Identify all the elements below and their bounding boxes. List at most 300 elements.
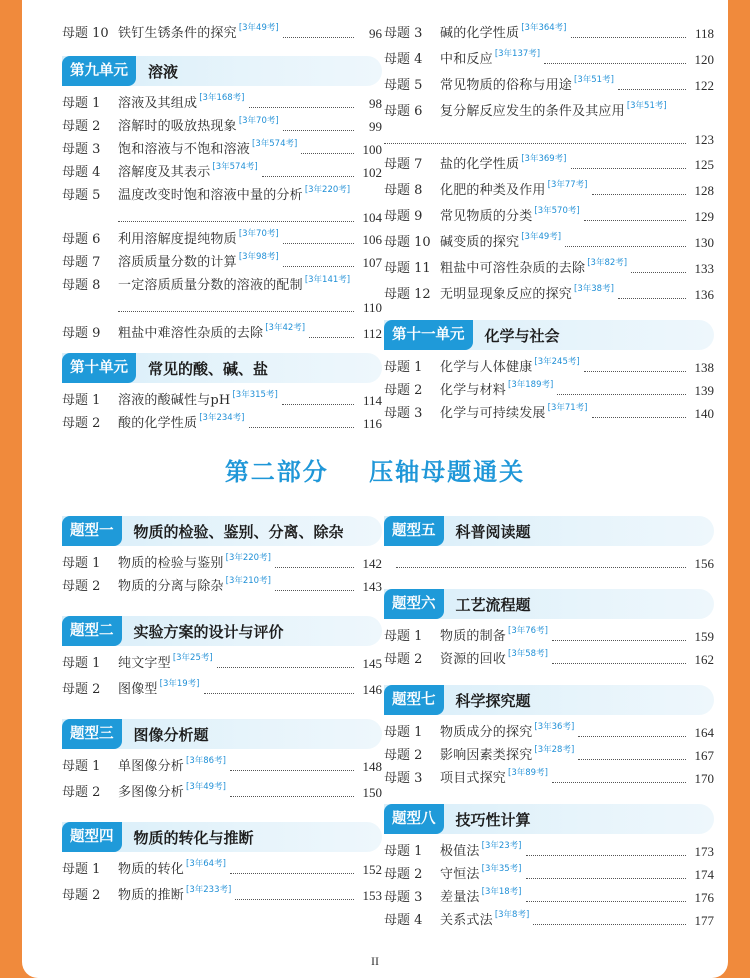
entry-title: 差量法 bbox=[440, 890, 480, 905]
toc-entry[interactable] bbox=[62, 161, 382, 184]
entry-title: 利用溶解度提纯物质 bbox=[118, 232, 237, 247]
dot-leader bbox=[204, 680, 355, 694]
toc-entry[interactable] bbox=[384, 48, 714, 71]
toc-entry[interactable] bbox=[384, 179, 714, 202]
entry-title: 物质成分的探究 bbox=[440, 725, 533, 740]
entry-title: 溶液的酸碱性与pH bbox=[118, 393, 231, 408]
toc-entry[interactable] bbox=[384, 721, 714, 744]
entry-title: 物质的检验与鉴别 bbox=[118, 556, 224, 571]
entry-page: 104 bbox=[362, 210, 382, 225]
unit-name: 科普阅读题 bbox=[455, 522, 531, 541]
entry-page: 129 bbox=[694, 209, 714, 224]
toc-entry[interactable] bbox=[62, 552, 382, 575]
dot-leader bbox=[552, 769, 686, 783]
unit-header bbox=[384, 589, 714, 619]
exam-frequency-badge: [ 3年369考 ] bbox=[521, 154, 566, 164]
exam-frequency-badge: [ 3年35考 ] bbox=[482, 864, 522, 874]
entry-page: 152 bbox=[362, 862, 382, 877]
entry-page: 112 bbox=[362, 326, 382, 341]
entry-code: 母题 2 bbox=[384, 383, 423, 398]
entry-title: 粗盐中可溶性杂质的去除 bbox=[440, 261, 586, 276]
entry-code: 母题 3 bbox=[384, 26, 423, 41]
entry-title: 无明显现象反应的探究 bbox=[440, 287, 573, 302]
dot-leader bbox=[618, 76, 686, 90]
entry-code: 母题 4 bbox=[384, 52, 423, 67]
entry-title: 溶液及其组成 bbox=[118, 96, 198, 111]
entry-code: 母题 7 bbox=[384, 157, 423, 172]
dot-leader bbox=[631, 259, 686, 273]
unit-tag: 题型八 bbox=[384, 804, 444, 834]
toc-entry[interactable] bbox=[384, 205, 714, 228]
dot-leader bbox=[118, 208, 354, 222]
exam-frequency-badge: [ 3年49考 ] bbox=[239, 23, 279, 33]
entry-title: 复分解反应发生的条件及其应用 bbox=[440, 104, 625, 119]
toc-entry[interactable] bbox=[62, 412, 382, 435]
contents-column-top-left bbox=[62, 22, 382, 435]
entry-code: 母题 2 bbox=[62, 785, 101, 800]
entry-code: 母题 1 bbox=[62, 759, 101, 774]
unit-header bbox=[62, 56, 382, 86]
unit-header bbox=[62, 616, 382, 646]
entry-title: 饱和溶液与不饱和溶液 bbox=[118, 142, 251, 157]
entry-code: 母题 3 bbox=[384, 771, 423, 786]
entry-code: 母题 9 bbox=[384, 209, 423, 224]
entry-page: 118 bbox=[694, 26, 714, 41]
toc-entry[interactable] bbox=[384, 840, 714, 863]
toc-entry[interactable] bbox=[384, 283, 714, 306]
exam-frequency-badge: [ 3年315考 ] bbox=[232, 390, 277, 400]
entry-page: 159 bbox=[694, 629, 714, 644]
unit-name: 图像分析题 bbox=[133, 725, 209, 744]
exam-frequency-badge: [ 3年70考 ] bbox=[239, 116, 279, 126]
toc-entry[interactable] bbox=[62, 274, 382, 318]
unit-header bbox=[62, 822, 382, 852]
exam-frequency-badge: [ 3年58考 ] bbox=[508, 649, 548, 659]
entry-page: 174 bbox=[694, 867, 714, 882]
dot-leader bbox=[544, 50, 686, 64]
exam-frequency-badge: [ 3年70考 ] bbox=[239, 229, 279, 239]
entry-code: 母题 2 bbox=[62, 416, 101, 431]
dot-leader bbox=[275, 577, 354, 591]
toc-entry[interactable] bbox=[62, 22, 382, 45]
dot-leader bbox=[526, 842, 687, 856]
dot-leader bbox=[578, 723, 686, 737]
unit-header bbox=[384, 804, 714, 834]
dot-leader bbox=[283, 253, 354, 267]
dot-leader bbox=[384, 130, 686, 144]
dot-leader bbox=[309, 324, 354, 338]
entry-code: 母题 8 bbox=[384, 183, 423, 198]
toc-entry[interactable] bbox=[384, 356, 714, 379]
exam-frequency-badge: [ 3年141考 ] bbox=[305, 275, 350, 285]
entry-title: 温度改变时饱和溶液中量的分析 bbox=[118, 188, 303, 203]
dot-leader bbox=[283, 230, 354, 244]
entry-title: 物质的制备 bbox=[440, 629, 507, 644]
entry-code: 母题 9 bbox=[62, 326, 101, 341]
toc-entry[interactable] bbox=[384, 402, 714, 425]
unit-tag: 题型一 bbox=[62, 516, 122, 546]
entry-page: 130 bbox=[694, 235, 714, 250]
entry-code: 母题 2 bbox=[62, 888, 101, 903]
entry-title: 粗盐中难溶性杂质的去除 bbox=[118, 326, 264, 341]
entry-title: 资源的回收 bbox=[440, 652, 507, 667]
toc-entry[interactable] bbox=[62, 138, 382, 161]
exam-frequency-badge: [ 3年98考 ] bbox=[239, 252, 279, 262]
entry-page: 107 bbox=[362, 255, 382, 270]
toc-entry[interactable] bbox=[384, 863, 714, 886]
entry-page: 114 bbox=[362, 393, 382, 408]
dot-leader bbox=[557, 381, 686, 395]
entry-page: 133 bbox=[694, 261, 714, 276]
entry-title: 纯文字型 bbox=[118, 656, 171, 671]
toc-entry[interactable] bbox=[62, 781, 382, 804]
entry-code: 母题 10 bbox=[384, 235, 431, 250]
unit-tag: 题型七 bbox=[384, 685, 444, 715]
entry-page: 170 bbox=[694, 771, 714, 786]
entry-title: 影响因素类探究 bbox=[440, 748, 533, 763]
unit-name: 物质的转化与推断 bbox=[133, 828, 254, 847]
dot-leader bbox=[565, 233, 686, 247]
entry-code: 母题 7 bbox=[62, 255, 101, 270]
dot-leader bbox=[283, 24, 354, 38]
exam-frequency-badge: [ 3年42考 ] bbox=[265, 323, 305, 333]
entry-page: 106 bbox=[362, 232, 382, 247]
toc-entry[interactable] bbox=[62, 858, 382, 881]
unit-name: 化学与社会 bbox=[484, 326, 560, 345]
entry-page: 142 bbox=[362, 556, 382, 571]
toc-entry[interactable] bbox=[384, 886, 714, 909]
dot-leader bbox=[618, 285, 686, 299]
unit-tag: 题型六 bbox=[384, 589, 444, 619]
dot-leader bbox=[283, 117, 354, 131]
dot-leader bbox=[275, 554, 354, 568]
toc-entry[interactable] bbox=[384, 257, 714, 280]
dot-leader bbox=[592, 404, 687, 418]
unit-tag: 题型四 bbox=[62, 822, 122, 852]
entry-code: 母题 8 bbox=[62, 278, 101, 293]
entry-code: 母题 3 bbox=[384, 890, 423, 905]
entry-page: 156 bbox=[694, 556, 714, 571]
entry-code: 母题 1 bbox=[62, 862, 101, 877]
toc-entry[interactable] bbox=[62, 251, 382, 274]
entry-page: 146 bbox=[362, 682, 382, 697]
part-name: 压轴母题通关 bbox=[369, 458, 526, 486]
entry-code: 母题 1 bbox=[384, 844, 423, 859]
unit-header bbox=[62, 719, 382, 749]
entry-title: 中和反应 bbox=[440, 52, 493, 67]
dot-leader bbox=[584, 358, 686, 372]
entry-continuation bbox=[118, 208, 382, 228]
exam-frequency-badge: [ 3年168考 ] bbox=[199, 93, 244, 103]
exam-frequency-badge: [ 3年49考 ] bbox=[186, 782, 226, 792]
exam-frequency-badge: [ 3年220考 ] bbox=[305, 185, 350, 195]
toc-entry[interactable] bbox=[384, 231, 714, 254]
entry-code: 母题 1 bbox=[62, 656, 101, 671]
toc-entry[interactable] bbox=[384, 379, 714, 402]
unit-name: 科学探究题 bbox=[455, 691, 531, 710]
unit-header bbox=[384, 516, 714, 546]
entry-title: 碱变质的探究 bbox=[440, 235, 520, 250]
entry-code: 母题 1 bbox=[62, 96, 101, 111]
exam-frequency-badge: [ 3年574考 ] bbox=[212, 162, 257, 172]
toc-entry[interactable] bbox=[62, 184, 382, 228]
dot-leader bbox=[526, 865, 687, 879]
entry-code: 母题 2 bbox=[62, 119, 101, 134]
entry-code: 母题 4 bbox=[384, 913, 423, 928]
entry-page: 102 bbox=[362, 165, 382, 180]
entry-code: 母题 6 bbox=[62, 232, 101, 247]
entry-title: 化学与人体健康 bbox=[440, 360, 533, 375]
entry-code: 母题 1 bbox=[384, 725, 423, 740]
entry-title: 溶质质量分数的计算 bbox=[118, 255, 237, 270]
entry-code: 母题 1 bbox=[62, 393, 101, 408]
dot-leader bbox=[552, 650, 686, 664]
entry-code: 母题 2 bbox=[384, 652, 423, 667]
entry-title: 溶解时的吸放热现象 bbox=[118, 119, 237, 134]
toc-entry[interactable] bbox=[62, 652, 382, 675]
unit-name: 实验方案的设计与评价 bbox=[133, 622, 284, 641]
exam-frequency-badge: [ 3年570考 ] bbox=[534, 206, 579, 216]
entry-page: 116 bbox=[362, 416, 382, 431]
exam-frequency-badge: [ 3年36考 ] bbox=[534, 722, 574, 732]
entry-code: 母题 6 bbox=[384, 104, 423, 119]
entry-code: 母题 3 bbox=[384, 406, 423, 421]
dot-leader bbox=[396, 554, 686, 568]
toc-entry[interactable] bbox=[384, 74, 714, 97]
unit-header bbox=[62, 353, 382, 383]
exam-frequency-badge: [ 3年364考 ] bbox=[521, 23, 566, 33]
unit-header bbox=[62, 516, 382, 546]
entry-continuation bbox=[384, 130, 714, 150]
entry-page: 143 bbox=[362, 579, 382, 594]
entry-page: 138 bbox=[694, 360, 714, 375]
dot-leader bbox=[301, 140, 354, 154]
entry-code: 母题 5 bbox=[384, 78, 423, 93]
exam-frequency-badge: [ 3年51考 ] bbox=[574, 75, 614, 85]
toc-entry[interactable] bbox=[62, 322, 382, 345]
entry-title: 盐的化学性质 bbox=[440, 157, 520, 172]
entry-title: 物质的转化 bbox=[118, 862, 185, 877]
exam-frequency-badge: [ 3年38考 ] bbox=[574, 284, 614, 294]
contents-column-top-right bbox=[384, 22, 714, 425]
entry-page: 128 bbox=[694, 183, 714, 198]
dot-leader bbox=[584, 207, 686, 221]
entry-code: 母题 4 bbox=[62, 165, 101, 180]
unit-header bbox=[384, 685, 714, 715]
entry-title: 单图像分析 bbox=[118, 759, 185, 774]
contents-column-bottom-left bbox=[62, 510, 382, 907]
entry-title: 物质的分离与除杂 bbox=[118, 579, 224, 594]
entry-title: 项目式探究 bbox=[440, 771, 507, 786]
toc-entry[interactable] bbox=[384, 552, 714, 575]
toc-entry[interactable] bbox=[384, 100, 714, 150]
entry-page: 120 bbox=[694, 52, 714, 67]
entry-title: 溶解度及其表示 bbox=[118, 165, 211, 180]
entry-title: 化学与材料 bbox=[440, 383, 507, 398]
unit-tag: 题型二 bbox=[62, 616, 122, 646]
exam-frequency-badge: [ 3年64考 ] bbox=[186, 859, 226, 869]
dot-leader bbox=[249, 94, 355, 108]
entry-title: 守恒法 bbox=[440, 867, 480, 882]
entry-page: 98 bbox=[369, 96, 382, 111]
entry-title: 关系式法 bbox=[440, 913, 493, 928]
entry-title: 极值法 bbox=[440, 844, 480, 859]
entry-page: 96 bbox=[369, 26, 382, 41]
exam-frequency-badge: [ 3年25考 ] bbox=[173, 653, 213, 663]
entry-title: 常见物质的俗称与用途 bbox=[440, 78, 573, 93]
entry-title: 图像型 bbox=[118, 682, 158, 697]
exam-frequency-badge: [ 3年77考 ] bbox=[548, 180, 588, 190]
entry-page: 164 bbox=[694, 725, 714, 740]
dot-leader bbox=[533, 911, 686, 925]
dot-leader bbox=[262, 163, 354, 177]
entry-page: 173 bbox=[694, 844, 714, 859]
exam-frequency-badge: [ 3年8考 ] bbox=[495, 910, 529, 920]
entry-page: 110 bbox=[362, 300, 382, 315]
toc-entry[interactable] bbox=[384, 744, 714, 767]
entry-title: 物质的推断 bbox=[118, 888, 185, 903]
exam-frequency-badge: [ 3年18考 ] bbox=[482, 887, 522, 897]
toc-entry[interactable] bbox=[62, 575, 382, 598]
dot-leader bbox=[118, 298, 354, 312]
toc-entry[interactable] bbox=[384, 648, 714, 671]
exam-frequency-badge: [ 3年49考 ] bbox=[521, 232, 561, 242]
exam-frequency-badge: [ 3年71考 ] bbox=[548, 403, 588, 413]
unit-name: 常见的酸、碱、盐 bbox=[148, 359, 269, 378]
entry-title: 多图像分析 bbox=[118, 785, 185, 800]
exam-frequency-badge: [ 3年23考 ] bbox=[482, 841, 522, 851]
unit-tag: 题型三 bbox=[62, 719, 122, 749]
dot-leader bbox=[230, 783, 354, 797]
exam-frequency-badge: [ 3年245考 ] bbox=[534, 357, 579, 367]
exam-frequency-badge: [ 3年210考 ] bbox=[226, 576, 271, 586]
unit-tag: 第十一单元 bbox=[384, 320, 473, 350]
toc-entry[interactable] bbox=[62, 884, 382, 907]
unit-name: 溶液 bbox=[148, 62, 179, 81]
entry-title: 碱的化学性质 bbox=[440, 26, 520, 41]
entry-continuation bbox=[118, 298, 382, 318]
toc-entry[interactable] bbox=[62, 115, 382, 138]
entry-code: 母题 12 bbox=[384, 287, 431, 302]
entry-title: 一定溶质质量分数的溶液的配制 bbox=[118, 278, 303, 293]
entry-page: 167 bbox=[694, 748, 714, 763]
entry-page: 177 bbox=[694, 913, 714, 928]
entry-title: 铁钉生锈条件的探究 bbox=[118, 26, 237, 41]
exam-frequency-badge: [ 3年234考 ] bbox=[199, 413, 244, 423]
dot-leader bbox=[552, 627, 686, 641]
unit-name: 物质的检验、鉴别、分离、除杂 bbox=[133, 522, 344, 541]
entry-code: 母题 2 bbox=[384, 748, 423, 763]
exam-frequency-badge: [ 3年189考 ] bbox=[508, 380, 553, 390]
dot-leader bbox=[592, 181, 687, 195]
exam-frequency-badge: [ 3年233考 ] bbox=[186, 885, 231, 895]
entry-page: 148 bbox=[362, 759, 382, 774]
dot-leader bbox=[230, 757, 354, 771]
exam-frequency-badge: [ 3年137考 ] bbox=[495, 49, 540, 59]
unit-name: 工艺流程题 bbox=[455, 595, 531, 614]
entry-code: 母题 1 bbox=[384, 629, 423, 644]
exam-frequency-badge: [ 3年19考 ] bbox=[160, 679, 200, 689]
unit-header bbox=[384, 320, 714, 350]
dot-leader bbox=[235, 886, 354, 900]
part-label: 第二部分 bbox=[224, 458, 329, 486]
exam-frequency-badge: [ 3年76考 ] bbox=[508, 626, 548, 636]
entry-code: 母题 11 bbox=[384, 261, 431, 276]
entry-title: 化学与可持续发展 bbox=[440, 406, 546, 421]
unit-tag: 题型五 bbox=[384, 516, 444, 546]
toc-entry[interactable] bbox=[62, 389, 382, 412]
toc-entry[interactable] bbox=[384, 22, 714, 45]
page-number: II bbox=[371, 954, 379, 968]
dot-leader bbox=[230, 860, 354, 874]
toc-entry[interactable] bbox=[62, 92, 382, 115]
entry-page: 140 bbox=[694, 406, 714, 421]
entry-title: 化肥的种类及作用 bbox=[440, 183, 546, 198]
dot-leader bbox=[217, 654, 354, 668]
unit-name: 技巧性计算 bbox=[455, 810, 531, 829]
part-two-heading bbox=[22, 452, 728, 487]
entry-code: 母题 2 bbox=[62, 682, 101, 697]
unit-tag: 第十单元 bbox=[62, 353, 136, 383]
exam-frequency-badge: [ 3年220考 ] bbox=[226, 553, 271, 563]
toc-entry[interactable] bbox=[384, 625, 714, 648]
toc-entry[interactable] bbox=[384, 767, 714, 790]
entry-page: 139 bbox=[694, 383, 714, 398]
exam-frequency-badge: [ 3年89考 ] bbox=[508, 768, 548, 778]
entry-code: 母题 5 bbox=[62, 188, 101, 203]
toc-entry[interactable] bbox=[62, 678, 382, 701]
entry-page: 99 bbox=[369, 119, 382, 134]
entry-code: 母题 1 bbox=[384, 360, 423, 375]
entry-page: 150 bbox=[362, 785, 382, 800]
toc-entry[interactable] bbox=[384, 909, 714, 932]
toc-entry[interactable] bbox=[62, 228, 382, 251]
entry-code: 母题 2 bbox=[62, 579, 101, 594]
entry-page: 100 bbox=[362, 142, 382, 157]
entry-page: 162 bbox=[694, 652, 714, 667]
contents-page bbox=[22, 0, 728, 978]
entry-page: 176 bbox=[694, 890, 714, 905]
exam-frequency-badge: [ 3年574考 ] bbox=[252, 139, 297, 149]
contents-column-bottom-right bbox=[384, 510, 714, 932]
dot-leader bbox=[526, 888, 687, 902]
exam-frequency-badge: [ 3年51考 ] bbox=[627, 101, 667, 111]
entry-page: 123 bbox=[694, 132, 714, 147]
entry-code: 母题 3 bbox=[62, 142, 101, 157]
entry-page: 122 bbox=[694, 78, 714, 93]
entry-page: 145 bbox=[362, 656, 382, 671]
entry-code: 母题 2 bbox=[384, 867, 423, 882]
toc-entry[interactable] bbox=[384, 153, 714, 176]
unit-tag: 第九单元 bbox=[62, 56, 136, 86]
entry-page: 136 bbox=[694, 287, 714, 302]
entry-page: 153 bbox=[362, 888, 382, 903]
exam-frequency-badge: [ 3年82考 ] bbox=[587, 258, 627, 268]
dot-leader bbox=[282, 391, 354, 405]
toc-entry[interactable] bbox=[62, 755, 382, 778]
dot-leader bbox=[571, 155, 687, 169]
exam-frequency-badge: [ 3年28考 ] bbox=[534, 745, 574, 755]
entry-title: 常见物质的分类 bbox=[440, 209, 533, 224]
dot-leader bbox=[578, 746, 686, 760]
entry-code: 母题 1 bbox=[62, 556, 101, 571]
entry-code: 母题 10 bbox=[62, 26, 109, 41]
dot-leader bbox=[571, 24, 687, 38]
exam-frequency-badge: [ 3年86考 ] bbox=[186, 756, 226, 766]
entry-title: 酸的化学性质 bbox=[118, 416, 198, 431]
dot-leader bbox=[249, 414, 355, 428]
entry-page: 125 bbox=[694, 157, 714, 172]
